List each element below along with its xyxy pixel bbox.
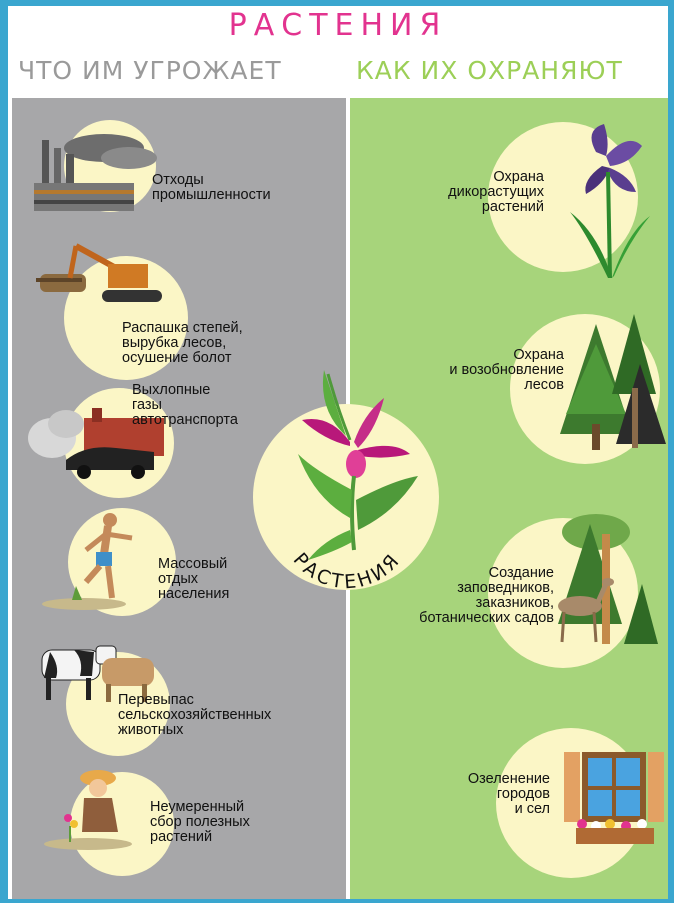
- protection-label: Охрана и возобновление лесов: [449, 347, 564, 393]
- forest-icon: [556, 304, 666, 454]
- svg-text:РАСТЕНИЯ: [289, 549, 406, 594]
- threat-label: Перевыпас сельскохозяйственных животных: [118, 692, 272, 738]
- factory-icon: [34, 128, 154, 220]
- poster: [8, 6, 668, 899]
- poster-title: РАСТЕНИЯ: [228, 8, 448, 43]
- protection-label: Охрана дикорастущих растений: [448, 169, 544, 215]
- threat-label: Выхлопные газы автотранспорта: [132, 382, 238, 428]
- window-icon: [564, 746, 664, 856]
- iris-icon: [566, 122, 656, 282]
- excavator-icon: [36, 238, 166, 318]
- threat-label: Отходы промышленности: [152, 172, 271, 203]
- subtitle-threats: ЧТО ИМ УГРОЖАЕТ: [18, 56, 282, 85]
- protection-label: Создание заповедников, заказников, ботанических садов: [419, 565, 554, 626]
- deer-icon: [550, 514, 660, 654]
- child-gatherer-icon: [42, 766, 142, 856]
- threat-label: Неумеренный сбор полезных растений: [150, 799, 250, 845]
- threat-label: Массовый отдых населения: [158, 556, 230, 602]
- subtitle-protection: КАК ИХ ОХРАНЯЮТ: [356, 56, 623, 85]
- protection-label: Озеленение городов и сел: [467, 771, 550, 817]
- center-label: РАСТЕНИЯ: [288, 548, 406, 594]
- threat-label: Распашка степей, вырубка лесов, осушение болот: [122, 320, 243, 366]
- center-label-ring: [253, 404, 439, 594]
- hiker-icon: [34, 512, 144, 612]
